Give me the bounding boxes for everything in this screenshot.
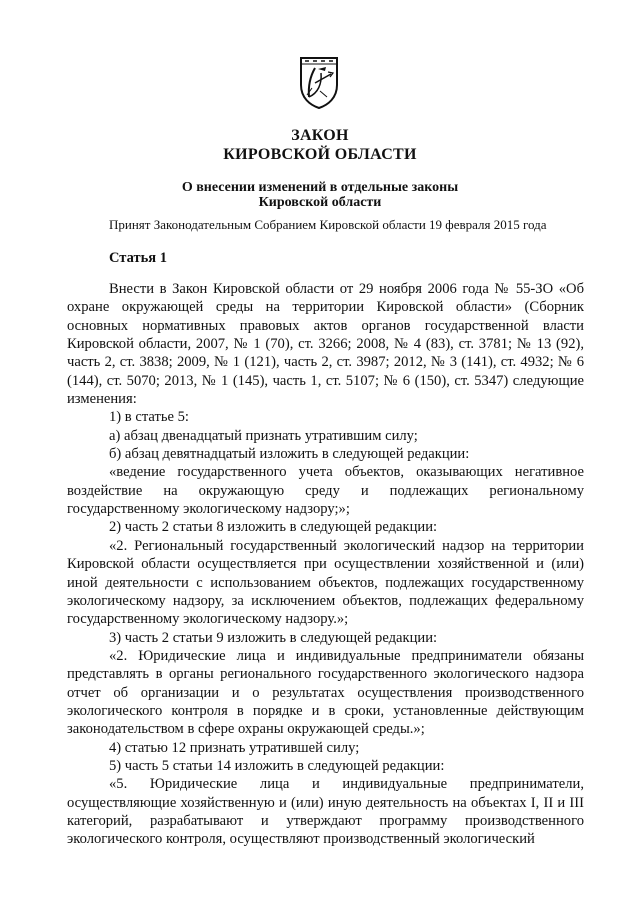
paragraph: «2. Юридические лица и индивидуальные предприниматели обязаны представлять в органы регионального государственного экологического надзора отчет об организации и о результатах осуществления производственного экологического контроля в порядке и в сроки, установленные действующим законодательством в сфере охраны окружающей среды.»; [67, 647, 584, 738]
article-heading: Статья 1 [109, 250, 167, 266]
paragraph: 2) часть 2 статьи 8 изложить в следующей редакции: [109, 519, 438, 536]
paragraph: «5. Юридические лица и индивидуальные предприниматели, осуществляющие хозяйственную и (или) иную деятельность на объектах I, II и III категорий, разрабатывают и утверждают программу производственного экологического контроля, осуществляют производственный экологический [67, 776, 584, 848]
paragraph: 5) часть 5 статьи 14 изложить в следующей редакции: [109, 757, 445, 774]
paragraph: б) абзац девятнадцатый изложить в следующей редакции: [109, 446, 470, 463]
paragraph: 3) часть 2 статьи 9 изложить в следующей редакции: [109, 629, 438, 646]
kirov-region-coat-of-arms-icon [298, 55, 340, 110]
adoption-note: Принят Законодательным Собранием Кировской области 19 февраля 2015 года [109, 217, 547, 232]
paragraph: 1) в статье 5: [109, 409, 189, 426]
paragraph: а) абзац двенадцатый признать утратившим силу; [109, 427, 418, 444]
paragraph: «2. Региональный государственный экологический надзор на территории Кировской области осуществляется при осуществлении хозяйственной и (или) иной деятельности с использованием объектов, подлежащих государственному экологическому надзору, за исключением объектов, подлежащих федеральному государственному экологическому надзору.»; [67, 537, 584, 628]
law-subtitle-line2: Кировской области [258, 195, 382, 210]
paragraph: «ведение государственного учета объектов, оказывающих негативное воздействие на окружающую среду и подлежащих региональному государственному экологическому надзору;»; [67, 464, 584, 518]
paragraph: Внести в Закон Кировской области от 29 ноября 2006 года № 55-ЗО «Об охране окружающей среды на территории Кировской области» (Сборник основных нормативных правовых актов органов государственной власти Кировской области, 2007, № 1 (70), ст. 3266; 2008, № 4 (83), ст. 3781; № 13 (92), часть 2, ст. 3838; 2009, № 1 (121), часть 2, ст. 3987; 2012, № 3 (141), ст. 4932; № 6 (144), ст. 5070; 2013, № 1 (145), часть 1, ст. 5107; № 6 (150), ст. 5347) следующие изменения: [67, 281, 584, 408]
law-region-title: КИРОВСКОЙ ОБЛАСТИ [223, 146, 417, 163]
article-body [67, 280, 584, 849]
paragraph: 4) статью 12 признать утратившей силу; [109, 739, 360, 756]
law-title: ЗАКОН [291, 127, 349, 144]
law-subtitle-line1: О внесении изменений в отдельные законы [181, 180, 459, 195]
